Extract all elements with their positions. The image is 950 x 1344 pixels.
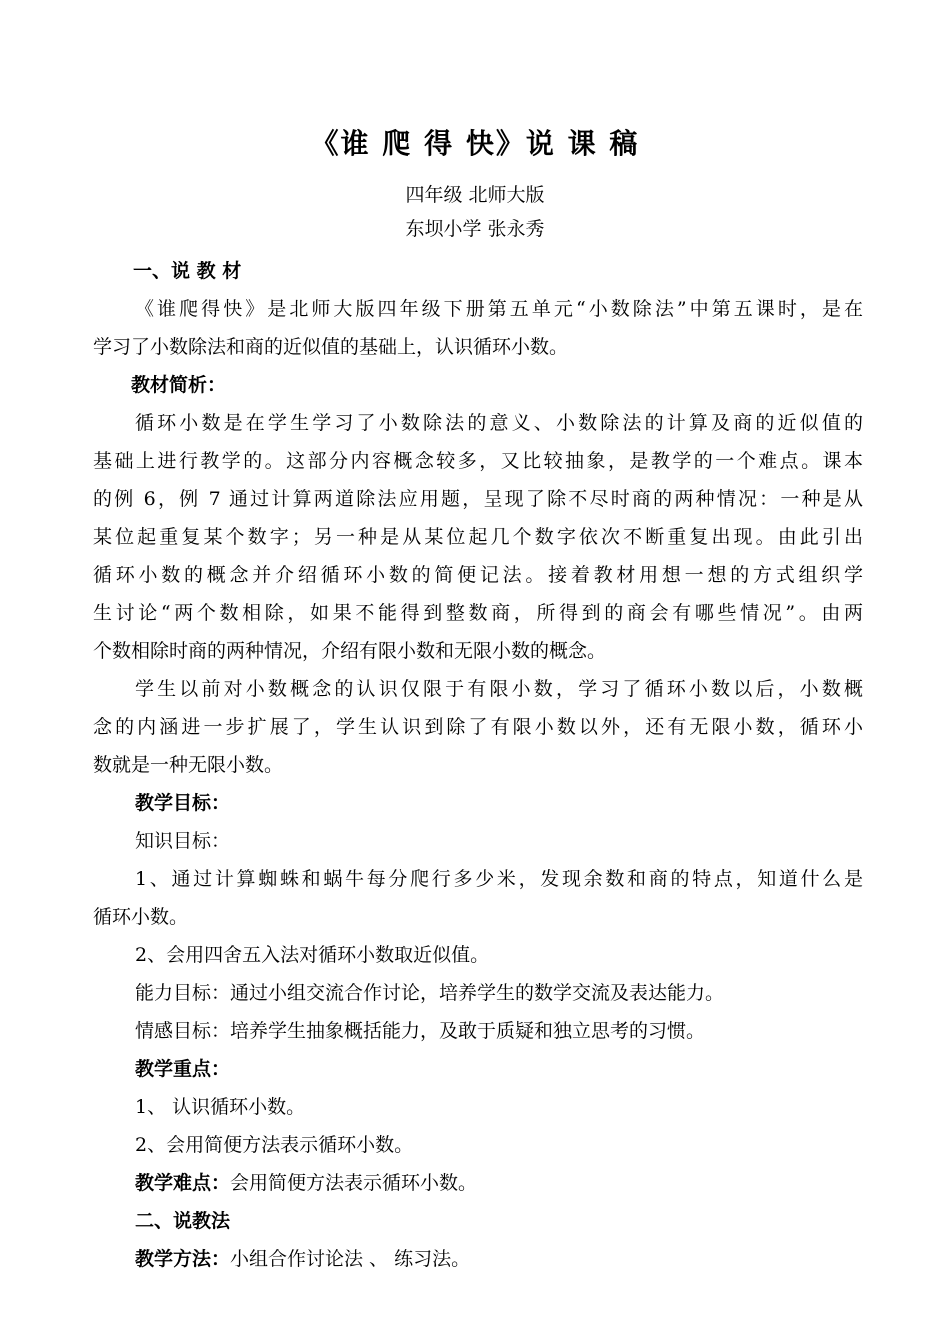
- difficulty-line: [93, 1164, 863, 1202]
- paragraph-line: 数就是一种无限小数。: [93, 754, 284, 776]
- focus-item: 2、会用简便方法表示循环小数。: [135, 1134, 414, 1156]
- paragraph-line: 个数相除时商的两种情况，介绍有限小数和无限小数的概念。: [93, 640, 607, 662]
- method-text: 小组合作讨论法 、 练习法。: [230, 1248, 471, 1270]
- section-heading-2: 二、说教法: [135, 1210, 231, 1232]
- paragraph-line: 的例 6，例 7 通过计算两道除法应用题，呈现了除不尽时商的两种情况：一种是从: [93, 488, 863, 510]
- focus-item: 1、 认识循环小数。: [135, 1096, 306, 1118]
- paragraph-line: 《谁爬得快》是北师大版四年级下册第五单元“小数除法”中第五课时，是在: [135, 298, 863, 320]
- paragraph-line: 基础上进行教学的。这部分内容概念较多，又比较抽象，是教学的一个难点。课本: [93, 450, 863, 472]
- ability-goal: 能力目标：通过小组交流合作讨论，培养学生的数学交流及表达能力。: [135, 982, 725, 1004]
- focus-heading: 教学重点：: [135, 1058, 231, 1080]
- knowledge-goal-item: 1、通过计算蜘蛛和蜗牛每分爬行多少米，发现余数和商的特点，知道什么是: [135, 868, 863, 890]
- analysis-heading: 教材简析：: [131, 374, 227, 396]
- method-line: [93, 1240, 863, 1278]
- knowledge-goal-item: 2、会用四舍五入法对循环小数取近似值。: [135, 944, 490, 966]
- knowledge-goal-item: 循环小数。: [93, 906, 189, 928]
- document-title: 《谁 爬 得 快》说 课 稿: [310, 127, 640, 160]
- difficulty-text: 会用简便方法表示循环小数。: [230, 1172, 478, 1194]
- difficulty-label: 教学难点：: [135, 1172, 231, 1194]
- document-subtitle-grade: 四年级 北师大版: [405, 184, 545, 206]
- paragraph-line: 念的内涵进一步扩展了，学生认识到除了有限小数以外，还有无限小数，循环小: [93, 716, 863, 738]
- document-subtitle-author: 东坝小学 张永秀: [405, 218, 545, 240]
- document-body: [93, 252, 863, 1278]
- paragraph-line: 循环小数是在学生学习了小数除法的意义、小数除法的计算及商的近似值的: [135, 412, 863, 434]
- paragraph-line: 循环小数的概念并介绍循环小数的简便记法。接着教材用想一想的方式组织学: [93, 564, 863, 586]
- method-label: 教学方法：: [135, 1248, 231, 1270]
- emotion-goal: 情感目标：培养学生抽象概括能力，及敢于质疑和独立思考的习惯。: [135, 1020, 706, 1042]
- section-heading-1: 一、说 教 材: [133, 260, 242, 282]
- paragraph-line: 某位起重复某个数字；另一种是从某位起几个数字依次不断重复出现。由此引出: [93, 526, 863, 548]
- paragraph-line: 学生以前对小数概念的认识仅限于有限小数，学习了循环小数以后，小数概: [135, 678, 863, 700]
- paragraph-line: 生讨论“两个数相除，如果不能得到整数商，所得到的商会有哪些情况”。由两: [93, 602, 863, 624]
- knowledge-goal-label: 知识目标：: [135, 830, 231, 852]
- goals-heading: 教学目标：: [135, 792, 231, 814]
- paragraph-line: 学习了小数除法和商的近似值的基础上，认识循环小数。: [93, 336, 569, 358]
